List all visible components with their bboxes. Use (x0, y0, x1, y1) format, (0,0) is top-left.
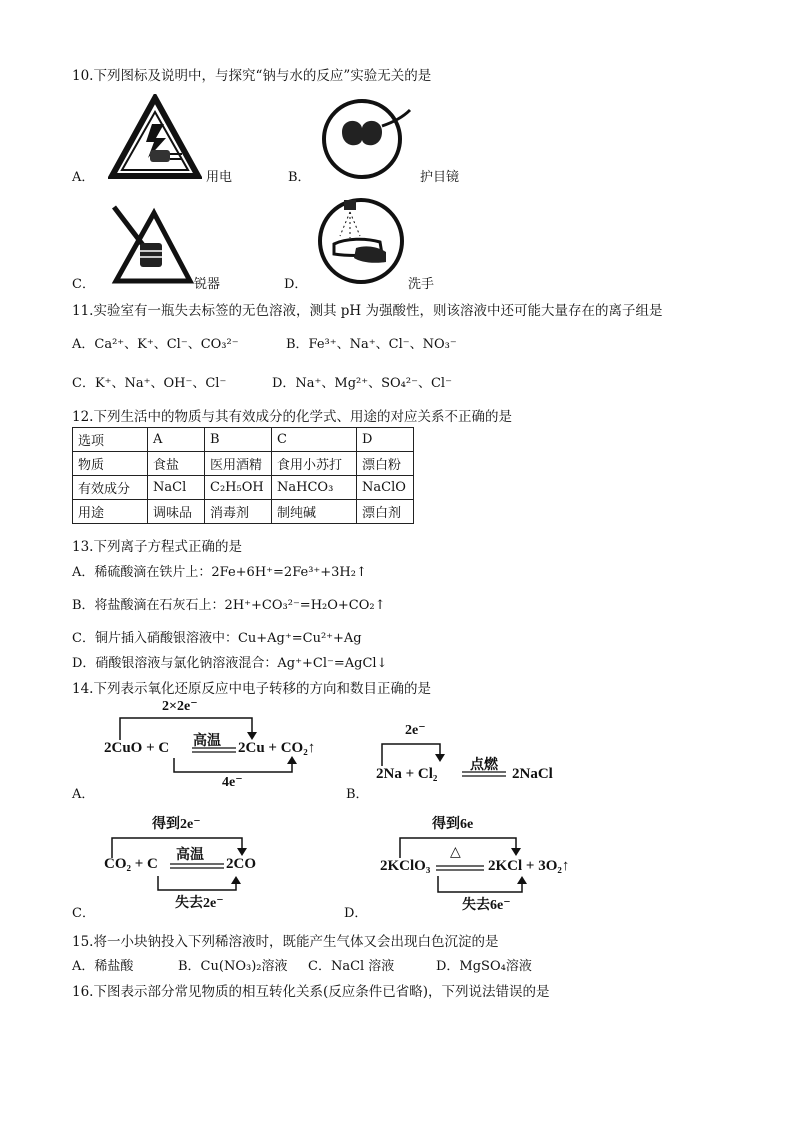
table-cell: 有效成分 (73, 476, 148, 500)
q14-a-bottom-label: 4e⁻ (222, 775, 243, 790)
table-cell: A (148, 428, 205, 452)
electricity-warning-icon (108, 94, 202, 182)
q10-option-c-caption: 锐器 (194, 277, 221, 292)
table-cell: 调味品 (148, 500, 205, 524)
table-cell: 选项 (73, 428, 148, 452)
q12-table (72, 427, 414, 524)
q14-a-top-label: 2×2e⁻ (162, 699, 198, 714)
table-cell: NaCl (148, 476, 205, 500)
q11-option-a: A．Ca²⁺、K⁺、Cl⁻、CO₃²⁻ (72, 337, 239, 352)
q14-a-rhs: 2Cu + CO₂↑ (238, 740, 316, 756)
table-cell: 食用小苏打 (272, 452, 357, 476)
table-cell: 用途 (73, 500, 148, 524)
q11-stem: 11.实验室有一瓶失去标签的无色溶液，测其 pH 为强酸性，则该溶液中还可能大量存在的离子组是 (72, 303, 663, 319)
q13-option-b: B．将盐酸滴在石灰石上：2H⁺+CO₃²⁻=H₂O+CO₂↑ (72, 598, 386, 613)
q13-option-d: D．硝酸银溶液与氯化钠溶液混合：Ag⁺+Cl⁻=AgCl↓ (72, 656, 388, 671)
q14-a-lhs: 2CuO + C (104, 740, 170, 756)
q15-option-b: B．Cu(NO₃)₂溶液 (178, 959, 288, 974)
q16-stem: 16.下图表示部分常见物质的相互转化关系(反应条件已省略)，下列说法错误的是 (72, 984, 550, 1000)
q14-option-c-letter: C． (72, 906, 95, 921)
table-cell: D (357, 428, 414, 452)
q14-d-top-label: 得到6e (432, 817, 474, 832)
table-row (73, 452, 414, 476)
q15-option-c: C．NaCl 溶液 (308, 959, 395, 974)
q11-option-b: B．Fe³⁺、Na⁺、Cl⁻、NO₃⁻ (286, 337, 457, 352)
q14-option-b-letter: B． (346, 787, 369, 802)
table-row (73, 428, 414, 452)
q10-option-b-letter: B． (288, 170, 311, 185)
table-cell: 医用酒精 (205, 452, 272, 476)
q14-b-top-label: 2e⁻ (405, 723, 426, 738)
q15-stem: 15.将一小块钠投入下列稀溶液时，既能产生气体又会出现白色沉淀的是 (72, 934, 499, 950)
q14-c-lhs: CO₂ + C (104, 856, 158, 872)
table-cell: NaClO (357, 476, 414, 500)
q14-option-a-letter: A． (72, 787, 95, 802)
q11-option-d: D．Na⁺、Mg²⁺、SO₄²⁻、Cl⁻ (272, 376, 452, 391)
table-cell: 漂白粉 (357, 452, 414, 476)
q14-option-d-letter: D． (344, 906, 368, 921)
table-cell: C (272, 428, 357, 452)
table-cell: NaHCO₃ (272, 476, 357, 500)
table-cell: 食盐 (148, 452, 205, 476)
q14-b-rhs: 2NaCl (512, 766, 553, 782)
q15-option-d: D．MgSO₄溶液 (436, 959, 532, 974)
q15-option-a: A．稀盐酸 (72, 959, 134, 974)
q14-b-condition: 点燃 (470, 758, 498, 773)
q12-stem: 12.下列生活中的物质与其有效成分的化学式、用途的对应关系不正确的是 (72, 409, 512, 425)
q14-c-bottom-label: 失去2e⁻ (175, 896, 224, 911)
q14-c-top-label: 得到2e⁻ (152, 817, 201, 832)
sharp-object-icon (106, 205, 194, 287)
hand-wash-icon (316, 196, 406, 286)
table-cell: 制纯碱 (272, 500, 357, 524)
table-cell: 物质 (73, 452, 148, 476)
q10-option-c-letter: C． (72, 277, 95, 292)
q14-a-condition: 高温 (193, 734, 221, 749)
q14-d-condition: △ (450, 845, 461, 860)
q13-option-c: C．铜片插入硝酸银溶液中：Cu+Ag⁺=Cu²⁺+Ag (72, 631, 362, 646)
q11-option-c: C．K⁺、Na⁺、OH⁻、Cl⁻ (72, 376, 227, 391)
table-cell: B (205, 428, 272, 452)
q10-stem: 10.下列图标及说明中，与探究“钠与水的反应”实验无关的是 (72, 68, 432, 84)
q10-option-d-caption: 洗手 (408, 277, 435, 292)
table-cell: 漂白剂 (357, 500, 414, 524)
q14-stem: 14.下列表示氧化还原反应中电子转移的方向和数目正确的是 (72, 681, 431, 697)
q10-option-b-caption: 护目镜 (420, 170, 460, 185)
q14-b-lhs: 2Na + Cl₂ (376, 766, 438, 782)
q10-option-d-letter: D． (284, 277, 308, 292)
table-cell: C₂H₅OH (205, 476, 272, 500)
q14-d-rhs: 2KCl + 3O₂↑ (488, 858, 570, 874)
table-row (73, 500, 414, 524)
table-cell: 消毒剂 (205, 500, 272, 524)
q10-option-a-letter: A． (72, 170, 95, 185)
q10-option-a-caption: 用电 (206, 170, 233, 185)
goggles-icon (320, 96, 416, 182)
q14-c-condition: 高温 (176, 848, 204, 863)
q13-option-a: A．稀硫酸滴在铁片上：2Fe+6H⁺=2Fe³⁺+3H₂↑ (72, 565, 367, 580)
q13-stem: 13.下列离子方程式正确的是 (72, 539, 242, 555)
q14-c-rhs: 2CO (226, 856, 256, 872)
q14-d-bottom-label: 失去6e⁻ (462, 898, 511, 913)
table-row (73, 476, 414, 500)
q14-d-lhs: 2KClO₃ (380, 858, 431, 874)
